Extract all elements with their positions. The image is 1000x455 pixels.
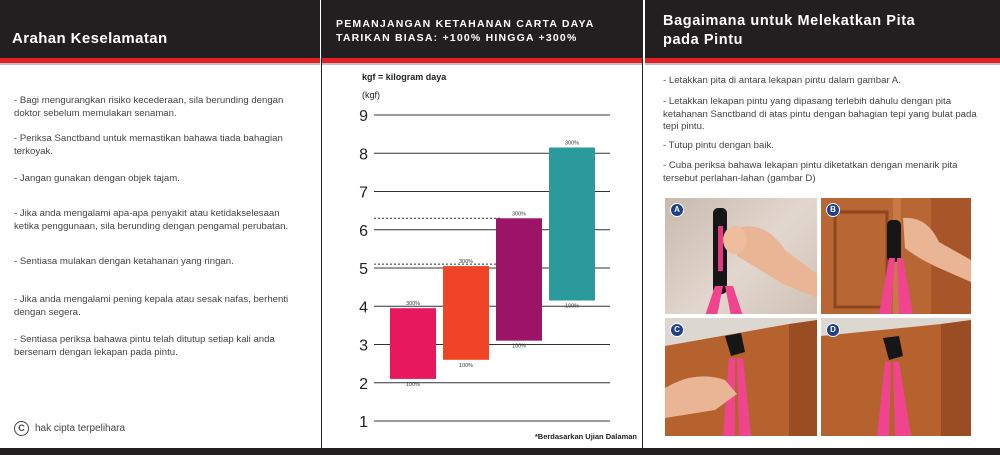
- photo-label-c: C: [670, 323, 684, 337]
- y-axis-label: (kgf): [362, 90, 380, 100]
- bar-low-label: 100%: [511, 343, 527, 350]
- safety-item: - Periksa Sanctband untuk memastikan bahawa tiada bahagian terkoyak.: [14, 133, 283, 157]
- safety-item: - Bagi mengurangkan risiko kecederaan, sila berunding dengan doktor sebelum memulakan senaman.: [14, 95, 284, 119]
- instructions-title: [663, 12, 915, 50]
- safety-section: [0, 0, 320, 455]
- safety-item: - Sentiasa periksa bahawa pintu telah ditutup setiap kali anda bersenam dengan lekapan pada pintu.: [14, 334, 275, 358]
- header-divider: [0, 63, 320, 65]
- safety-header: [0, 0, 320, 58]
- bar-low-label: 100%: [564, 303, 580, 310]
- footer-bar: [0, 448, 1000, 455]
- y-tick-label: 7: [359, 184, 368, 202]
- photo-label-a: A: [670, 203, 684, 217]
- bar-high-label: 300%: [458, 259, 474, 266]
- instruction-item: - Letakkan lekapan pintu yang dipasang terlebih dahulu dengan pita ketahanan Sanctband di atas pintu dengan bahagian tepi yang bulat pada tepi pintu.: [663, 96, 977, 132]
- chart-header: [322, 0, 642, 58]
- door-close-illustration: [665, 318, 817, 436]
- y-tick-label: 2: [359, 375, 368, 393]
- instruction-item: - Cuba periksa bahawa lekapan pintu diketatkan dengan menarik pita tersebut perlahan-lahan (gambar D): [663, 160, 958, 184]
- resistance-chart: [322, 65, 642, 448]
- y-tick-label: 9: [359, 108, 368, 125]
- safety-item: - Jangan gunakan dengan objek tajam.: [14, 173, 180, 184]
- chart-header-line2: TARIKAN BIASA: +100% HINGGA +300%: [336, 32, 578, 44]
- chart-footnote: *Berdasarkan Ujian Dalaman: [534, 432, 637, 441]
- y-tick-label: 1: [359, 414, 368, 431]
- safety-item: - Sentiasa mulakan dengan ketahanan yang ringan.: [14, 256, 234, 267]
- header-divider: [645, 63, 1000, 65]
- y-tick-label: 8: [359, 146, 368, 164]
- chart-header-line1: PEMANJANGAN KETAHANAN CARTA DAYA: [336, 18, 595, 30]
- safety-title: Arahan Keselamatan: [12, 30, 168, 47]
- bar-low-label: 100%: [405, 381, 421, 388]
- photo-label-d: D: [826, 323, 840, 337]
- y-tick-label: 4: [359, 299, 368, 317]
- chart-bar: [443, 266, 489, 360]
- y-tick-label: 5: [359, 261, 368, 278]
- photo-b: [821, 198, 971, 314]
- y-tick-label: 3: [359, 337, 368, 355]
- door-top-illustration: [821, 198, 971, 314]
- chart-title: kgf = kilogram daya: [362, 72, 447, 82]
- copyright-notice: [14, 421, 125, 436]
- photo-a: [665, 198, 817, 314]
- chart-section: [321, 0, 643, 455]
- bar-high-label: 300%: [405, 301, 421, 308]
- chart-bars: [390, 141, 595, 388]
- safety-item: - Jika anda mengalami apa-apa penyakit atau ketidakselesaan ketika penggunaan, sila berunding dengan pengamal perubatan.: [14, 208, 289, 232]
- instruction-item: - Tutup pintu dengan baik.: [663, 140, 774, 151]
- safety-item: - Jika anda mengalami pening kepala atau sesak nafas, berhenti dengan segera.: [14, 294, 289, 318]
- chart-bar: [496, 218, 542, 340]
- instructions-section: [645, 0, 1000, 455]
- bar-low-label: 100%: [458, 362, 474, 369]
- instructions-title-line2: pada Pintu: [663, 32, 744, 48]
- bar-high-label: 300%: [564, 140, 580, 147]
- y-tick-label: 6: [359, 222, 368, 240]
- bar-high-label: 300%: [511, 211, 527, 218]
- chart-bar: [549, 148, 595, 301]
- copyright-text: hak cipta terpelihara: [35, 423, 126, 434]
- instructions-header: [645, 0, 1000, 58]
- band-anchor-illustration: [665, 198, 817, 314]
- copyright-icon: C: [14, 421, 29, 436]
- door-test-illustration: [821, 318, 971, 436]
- instruction-item: - Letakkan pita di antara lekapan pintu dalam gambar A.: [663, 75, 901, 86]
- chart-header-title: [336, 17, 595, 45]
- photo-d: [821, 318, 971, 436]
- photo-c: [665, 318, 817, 436]
- photo-label-b: B: [826, 203, 840, 217]
- instructions-title-line1: Bagaimana untuk Melekatkan Pita: [663, 13, 916, 29]
- chart-bar: [390, 308, 436, 379]
